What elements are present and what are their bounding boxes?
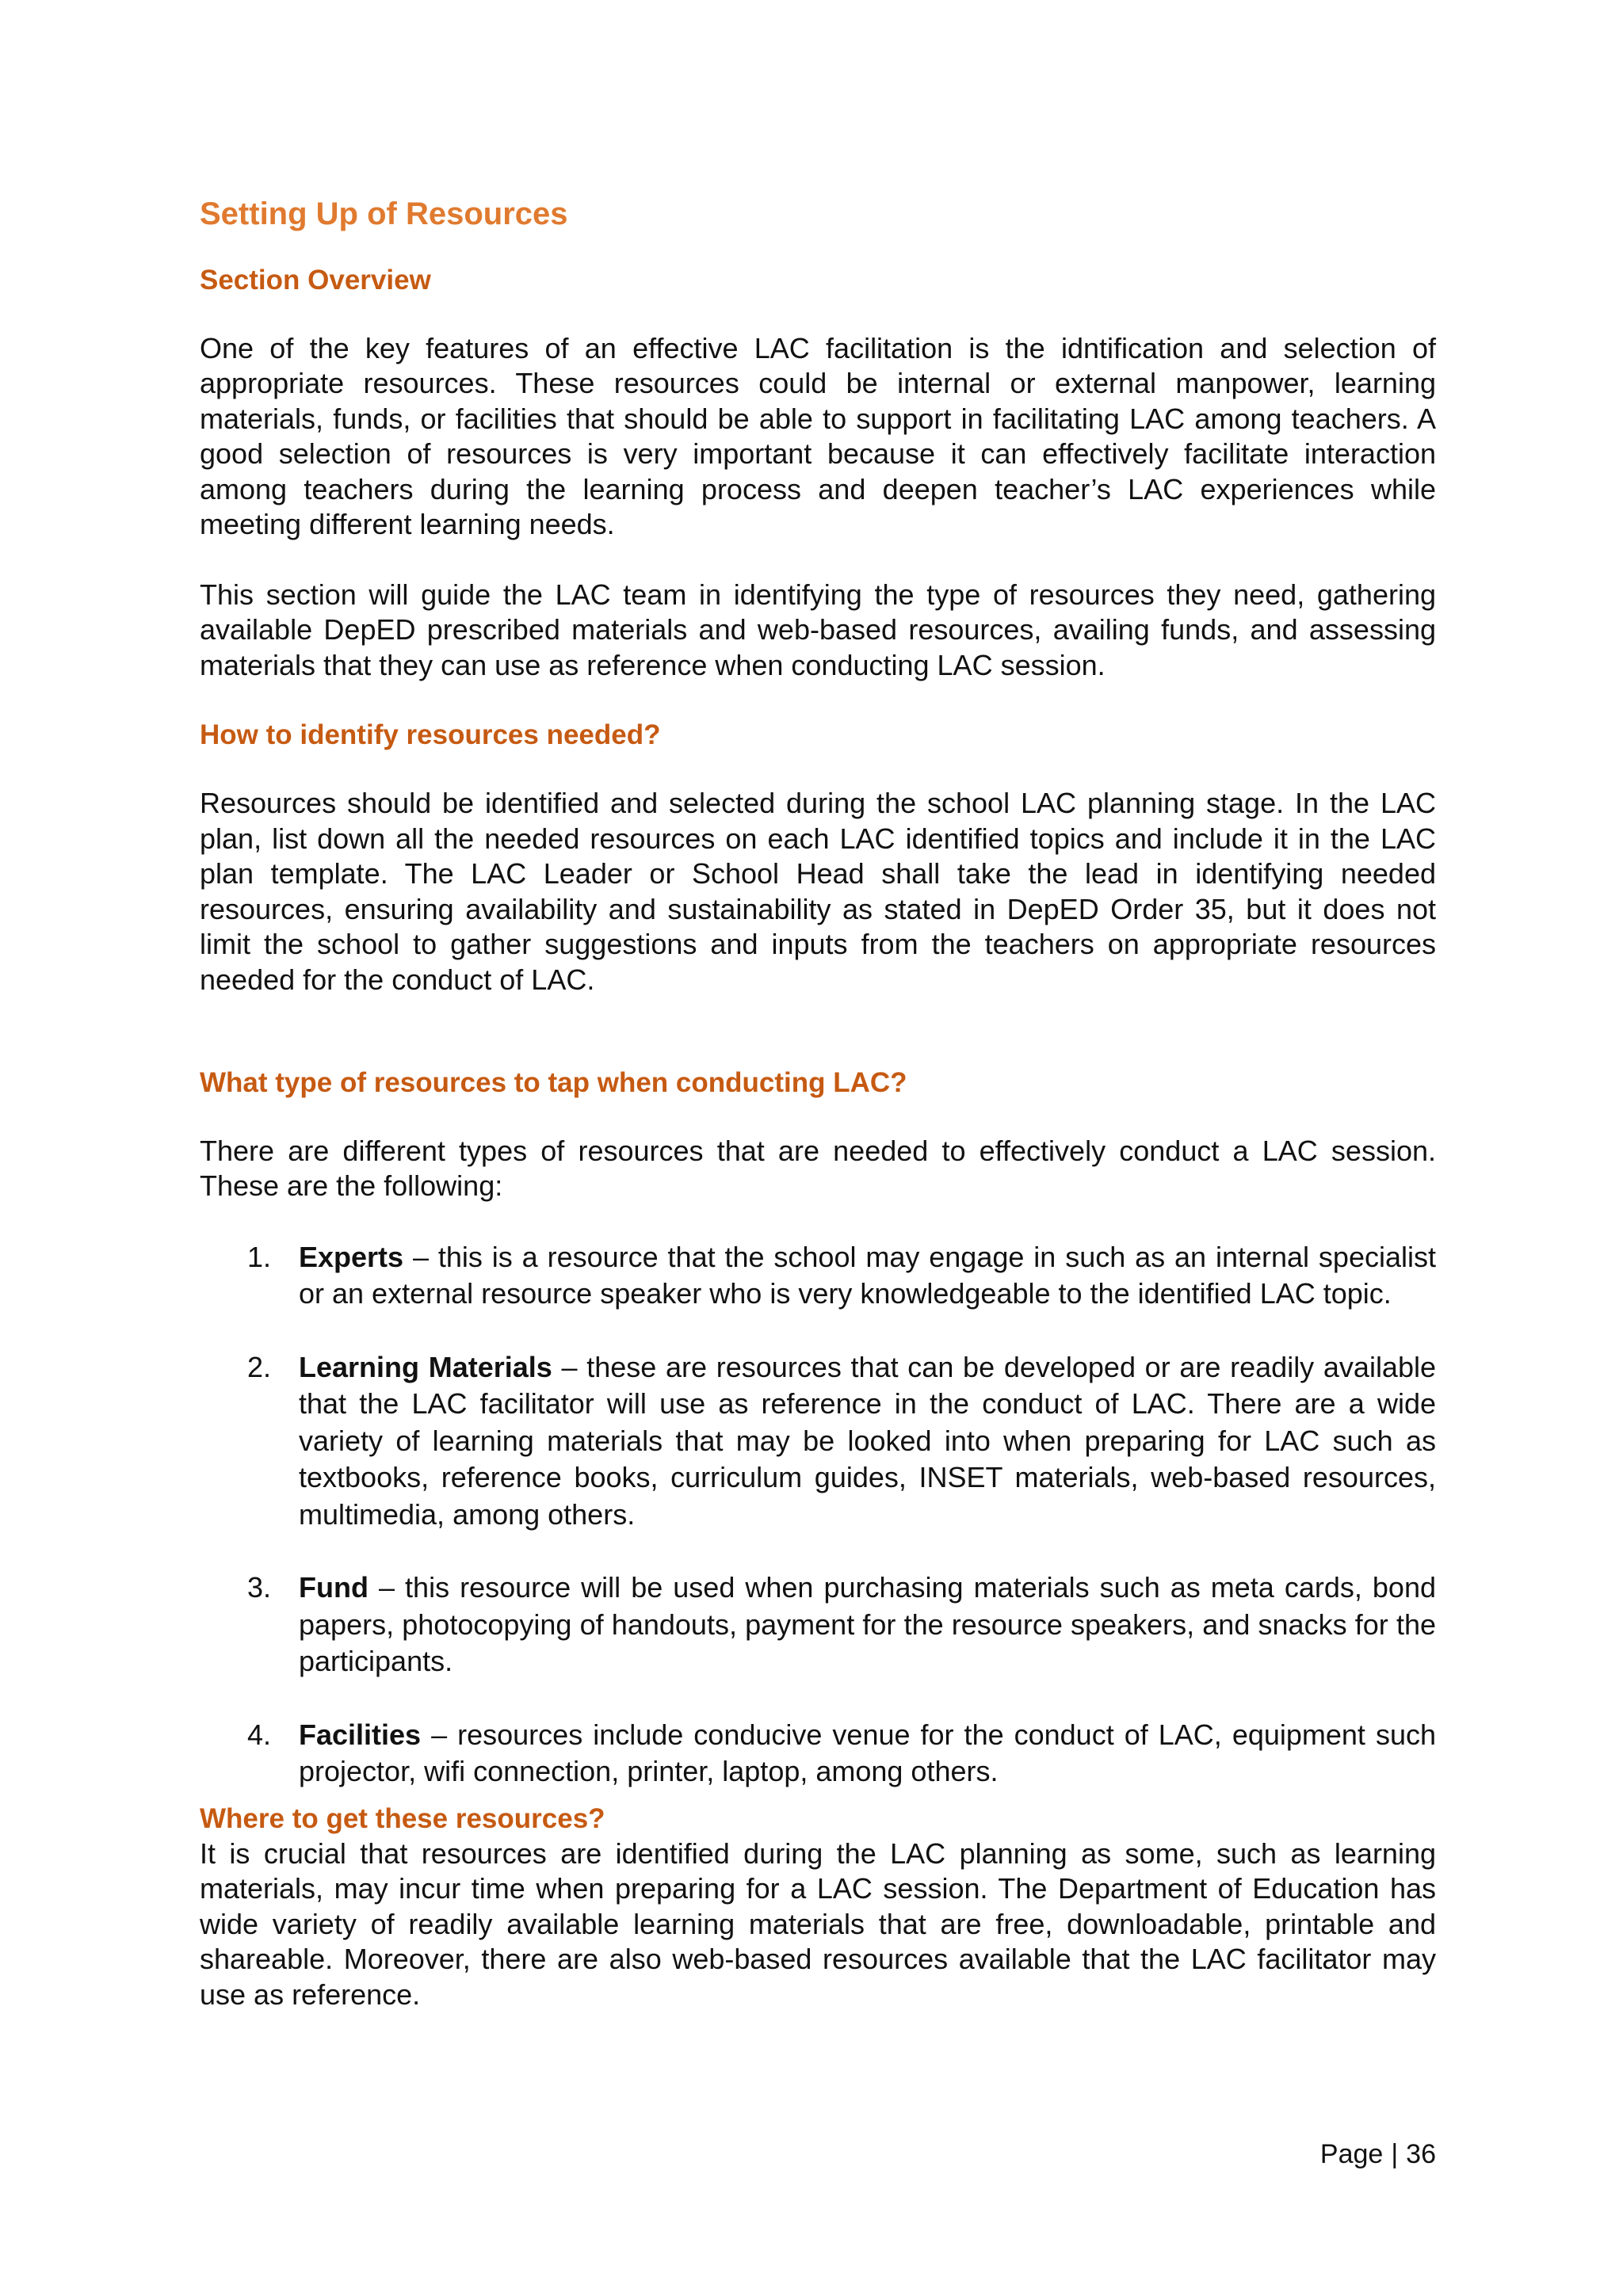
list-item-term: Experts <box>299 1240 404 1273</box>
resource-types-list <box>200 1239 1436 1791</box>
page-title: Setting Up of Resources <box>200 196 568 231</box>
list-item-text: – these are resources that can be developed or are readily available that the LAC facilitator will use as reference in the conduct of LAC. There are a wide variety of learning materials that may be looked into when preparing for LAC such as textbooks, reference books, curriculum guides, INSET materials, web-based resources, multimedia, among others. <box>299 1350 1436 1531</box>
list-item-number: 4. <box>247 1718 272 1751</box>
page-label: Page <box>1319 2139 1384 2169</box>
section-overview-heading: Section Overview <box>200 265 431 296</box>
list-item-term: Fund <box>299 1571 369 1604</box>
document-page <box>200 195 1436 2012</box>
where-heading: Where to get these resources? <box>200 1802 605 1834</box>
overview-paragraph-2: This section will guide the LAC team in identifying the type of resources they need, gathering available DepED prescribed materials and web-based resources, availing funds, and assessing materials that they can use as reference when conducting LAC session. <box>200 578 1436 681</box>
list-item-text: – this is a resource that the school may engage in such as an internal specialist or an external resource speaker who is very knowledgeable to the identified LAC topic. <box>299 1240 1436 1310</box>
identify-paragraph: Resources should be identified and selected during the school LAC planning stage. In the LAC plan, list down all the needed resources on each LAC identified topics and include it in the LAC plan template. The LAC Leader or School Head shall take the lead in identifying needed resources, ensuring availability and sustainability as stated in DepED Order 35, but it does not limit the school to gather suggestions and inputs from the teachers on appropriate resources needed for the conduct of LAC. <box>200 787 1436 996</box>
list-item-term: Learning Materials <box>299 1350 552 1383</box>
where-paragraph: It is crucial that resources are identified during the LAC planning as some, such as learning materials, may incur time when preparing for a LAC session. The Department of Education has wide variety of readily available learning materials that are free, downloadable, printable and shareable. Moreover, there are also web-based resources available that the LAC facilitator may use as reference. <box>200 1836 1436 2011</box>
list-item <box>200 1349 1436 1534</box>
list-item-number: 1. <box>247 1240 272 1273</box>
list-item <box>200 1569 1436 1680</box>
list-item <box>200 1717 1436 1791</box>
page-number: 36 <box>1406 2139 1436 2169</box>
types-intro: There are different types of resources that are needed to effectively conduct a LAC session. These are the following: <box>200 1134 1436 1203</box>
list-item-number: 3. <box>247 1571 272 1604</box>
list-item-number: 2. <box>247 1350 272 1383</box>
overview-paragraph-1: One of the key features of an effective LAC facilitation is the idntification and selection of appropriate resources. These resources could be internal or external manpower, learning materials, funds, or facilities that should be able to support in facilitating LAC among teachers. A good selection of resources is very important because it can effectively facilitate interaction among teachers during the learning process and deepen teacher’s LAC experiences while meeting different learning needs. <box>200 331 1436 541</box>
identify-heading: How to identify resources needed? <box>200 719 661 751</box>
list-item-term: Facilities <box>299 1718 422 1751</box>
types-heading: What type of resources to tap when conducting LAC? <box>200 1067 907 1098</box>
page-separator: | <box>1391 2139 1399 2169</box>
list-item <box>200 1239 1436 1313</box>
list-item-text: – resources include conducive venue for the conduct of LAC, equipment such projector, wifi connection, printer, laptop, among others. <box>299 1718 1436 1788</box>
page-footer <box>1320 2139 1436 2170</box>
list-item-text: – this resource will be used when purchasing materials such as meta cards, bond papers, photocopying of handouts, payment for the resource speakers, and snacks for the participants. <box>299 1571 1436 1678</box>
